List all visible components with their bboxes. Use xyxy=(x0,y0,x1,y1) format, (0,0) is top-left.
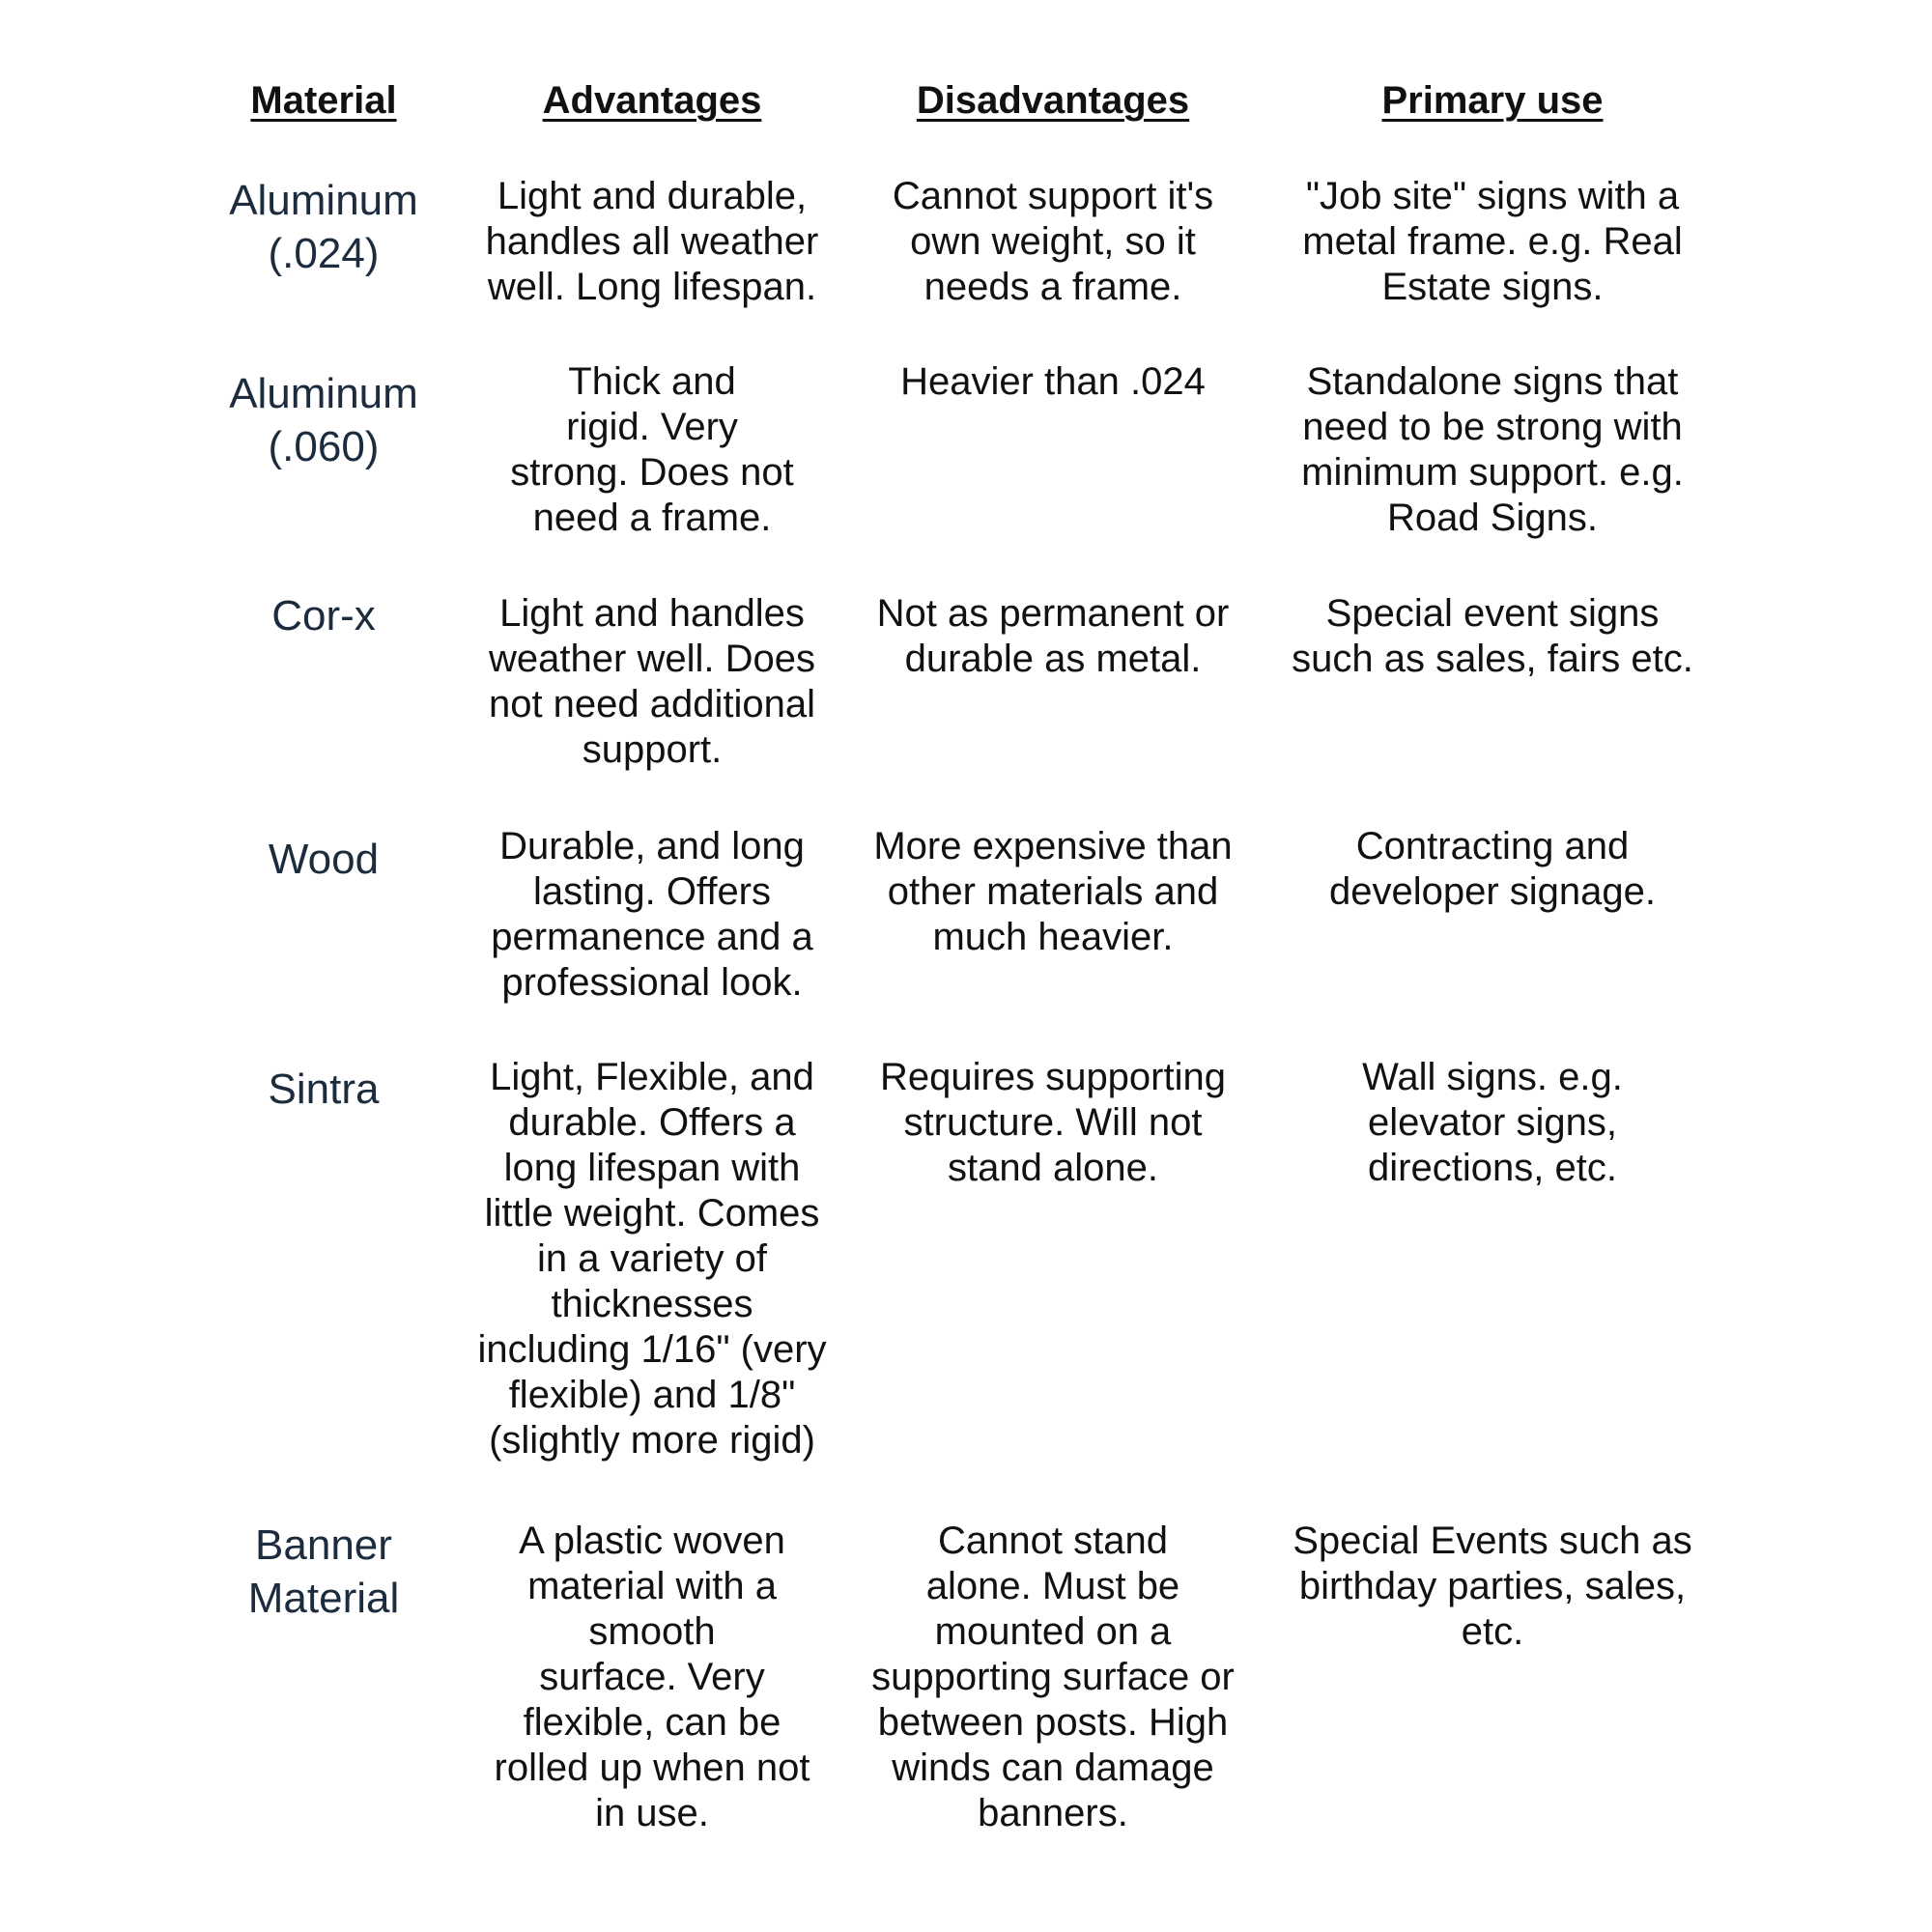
cell-disadvantages: Cannot support it's own weight, so it needs a frame. xyxy=(892,175,1214,308)
cell-material: Wood xyxy=(268,836,380,883)
header-disadvantages: Disadvantages xyxy=(916,79,1190,122)
cell-material: Sintra xyxy=(268,1065,380,1113)
cell-primary-use: "Job site" signs with a metal frame. e.g. Real Estate signs. xyxy=(1302,175,1683,308)
cell-disadvantages: Heavier than .024 xyxy=(900,360,1206,403)
cell-advantages: Durable, and long lasting. Offers permanence and a professional look. xyxy=(491,825,813,1004)
cell-disadvantages: Not as permanent or durable as metal. xyxy=(876,592,1230,680)
cell-disadvantages: Requires supporting structure. Will not stand alone. xyxy=(880,1056,1226,1189)
cell-advantages: A plastic woven material with a smooth surface. Very flexible, can be rolled up when not in use. xyxy=(494,1520,810,1834)
cell-material: Aluminum (.024) xyxy=(229,177,418,277)
cell-advantages: Light and handles weather well. Does not need additional support. xyxy=(488,592,816,771)
cell-material: Banner Material xyxy=(247,1521,400,1622)
cell-primary-use: Standalone signs that need to be strong with minimum support. e.g. Road Signs. xyxy=(1301,360,1684,539)
cell-primary-use: Special Events such as birthday parties, sales, etc. xyxy=(1293,1520,1692,1653)
cell-primary-use: Contracting and developer signage. xyxy=(1328,825,1657,913)
cell-advantages: Light and durable, handles all weather well. Long lifespan. xyxy=(485,175,819,308)
header-primary-use: Primary use xyxy=(1381,79,1604,122)
cell-advantages: Thick and rigid. Very strong. Does not need a frame. xyxy=(510,360,794,539)
header-advantages: Advantages xyxy=(542,79,762,122)
cell-material: Aluminum (.060) xyxy=(229,370,418,470)
cell-disadvantages: Cannot stand alone. Must be mounted on a supporting surface or between posts. High winds can damage banners. xyxy=(871,1520,1235,1834)
cell-advantages: Light, Flexible, and durable. Offers a long lifespan with little weight. Comes in a variety of thicknesses including 1/16" (very flexible) and 1/8" (slightly more rigid) xyxy=(477,1056,827,1462)
cell-material: Cor-x xyxy=(271,592,376,639)
header-material: Material xyxy=(250,79,397,122)
cell-disadvantages: More expensive than other materials and much heavier. xyxy=(873,825,1233,958)
cell-primary-use: Special event signs such as sales, fairs etc. xyxy=(1292,592,1693,680)
cell-primary-use: Wall signs. e.g. elevator signs, directions, etc. xyxy=(1362,1056,1623,1189)
